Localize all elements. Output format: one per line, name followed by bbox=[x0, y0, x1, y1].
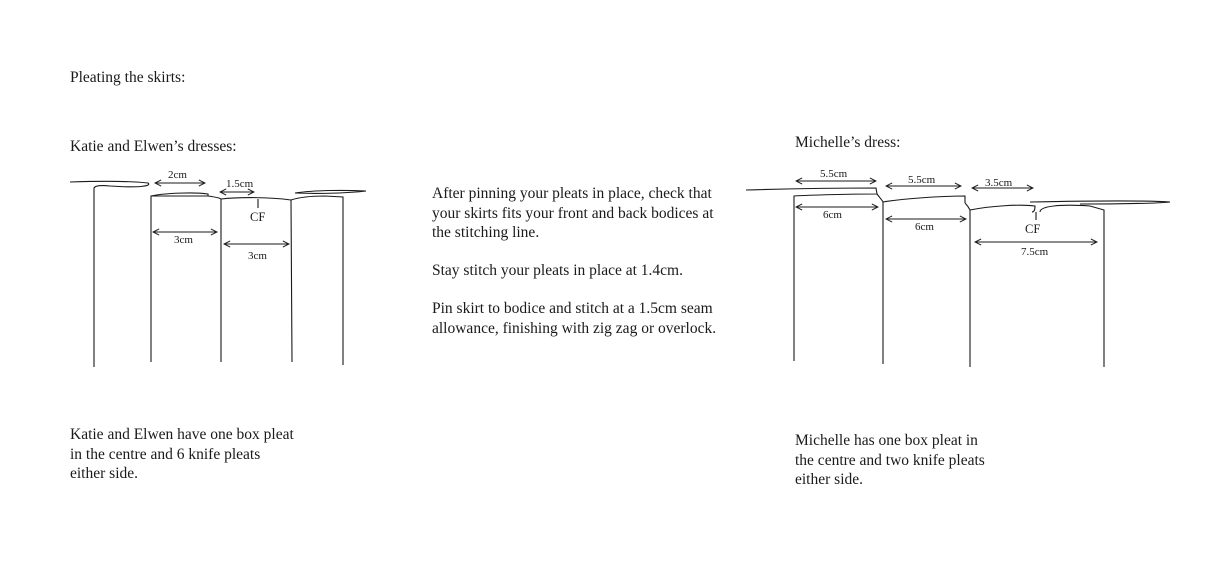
note-line: either side. bbox=[795, 471, 864, 488]
fabric-fold-line bbox=[70, 181, 149, 367]
note-line: Michelle has one box pleat in bbox=[795, 432, 978, 449]
fabric-fold-line bbox=[151, 193, 208, 362]
right-pleat-diagram bbox=[746, 168, 1170, 367]
dimension-label: 7.5cm bbox=[1021, 246, 1049, 258]
left-heading: Katie and Elwen’s dresses: bbox=[70, 138, 237, 155]
dimension-label: 3.5cm bbox=[985, 177, 1013, 189]
instruction-line: After pinning your pleats in place, check that bbox=[432, 185, 712, 202]
instruction-line: allowance, finishing with zig zag or overlock. bbox=[432, 319, 717, 337]
dimension-label: 6cm bbox=[915, 221, 934, 233]
dimension-label: 5.5cm bbox=[908, 174, 936, 186]
dimension-label: 3cm bbox=[174, 234, 193, 246]
note-line: in the centre and 6 knife pleats bbox=[70, 445, 261, 463]
dimension-label: 1.5cm bbox=[226, 178, 254, 190]
instruction-line: your skirts fits your front and back bodices at bbox=[432, 204, 714, 222]
fabric-fold-line bbox=[746, 188, 877, 361]
instruction-line: the stitching line. bbox=[432, 224, 540, 241]
cf-label: CF bbox=[1025, 222, 1041, 236]
cf-label: CF bbox=[250, 210, 266, 224]
note-line: either side. bbox=[70, 465, 139, 482]
fabric-fold-line bbox=[1030, 201, 1170, 204]
dimension-label: 3cm bbox=[248, 250, 267, 262]
dimension-label: 2cm bbox=[168, 169, 187, 181]
fabric-fold-line bbox=[883, 196, 965, 203]
fabric-fold-line bbox=[291, 196, 343, 365]
fabric-fold-line bbox=[970, 205, 1035, 212]
fabric-fold-line bbox=[1040, 205, 1104, 367]
fabric-fold-line bbox=[965, 203, 970, 367]
dimension-label: 6cm bbox=[823, 209, 842, 221]
fabric-fold-line bbox=[295, 190, 366, 193]
left-pleat-diagram bbox=[70, 169, 366, 367]
fabric-fold-line bbox=[208, 196, 221, 199]
note-line: Katie and Elwen have one box pleat bbox=[70, 426, 294, 443]
page-title: Pleating the skirts: bbox=[70, 69, 186, 86]
instruction-line: Pin skirt to bodice and stitch at a 1.5cm seam bbox=[432, 300, 713, 317]
dimension-label: 5.5cm bbox=[820, 168, 848, 180]
note-line: the centre and two knife pleats bbox=[795, 451, 985, 469]
instruction-line: Stay stitch your pleats in place at 1.4cm. bbox=[432, 262, 683, 279]
right-heading: Michelle’s dress: bbox=[795, 134, 901, 151]
fabric-fold-line bbox=[877, 194, 883, 364]
